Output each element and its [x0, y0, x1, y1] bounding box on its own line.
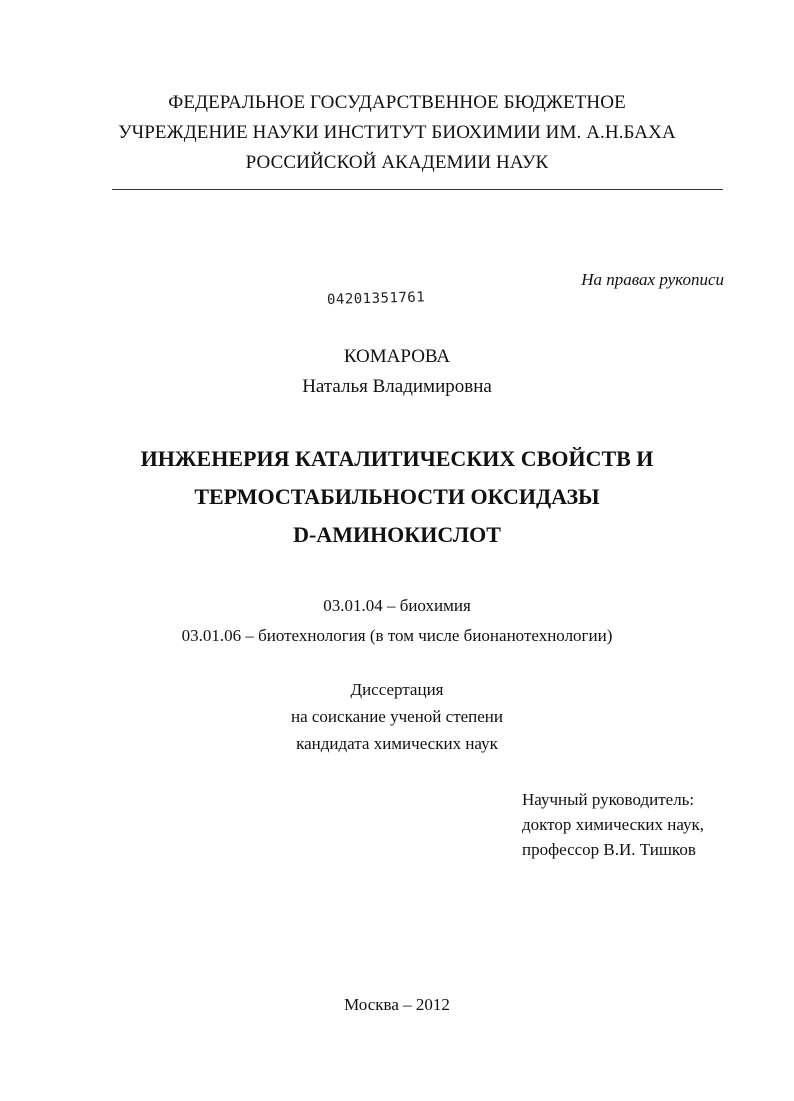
catalog-number-stamp: 04201351761	[326, 289, 426, 308]
specialty-line-2: 03.01.06 – биотехнология (в том числе бионанотехнологии)	[181, 626, 613, 645]
city-year: Москва – 2012	[344, 995, 450, 1014]
org-line-2: УЧРЕЖДЕНИЕ НАУКИ ИНСТИТУТ БИОХИМИИ ИМ. А.Н.БАХА	[118, 122, 676, 143]
org-line-3: РОССИЙСКОЙ АКАДЕМИИ НАУК	[245, 152, 549, 173]
specialty-line-1: 03.01.04 – биохимия	[323, 596, 471, 615]
author-given-names: Наталья Владимировна	[302, 376, 492, 397]
degree-line-2: на соискание ученой степени	[290, 707, 504, 726]
supervisor-line-1: Научный руководитель:	[522, 790, 695, 809]
dissertation-title	[0, 440, 794, 554]
title-line-1: ИНЖЕНЕРИЯ КАТАЛИТИЧЕСКИХ СВОЙСТВ И	[140, 446, 654, 471]
supervisor-line-2: доктор химических наук,	[522, 815, 705, 834]
specialties	[0, 591, 794, 651]
header-divider	[112, 189, 723, 190]
supervisor-line-3: профессор В.И. Тишков	[522, 840, 696, 859]
degree-statement	[0, 676, 794, 757]
organization-header	[0, 88, 794, 178]
supervisor-block	[522, 787, 704, 862]
org-line-1: ФЕДЕРАЛЬНОЕ ГОСУДАРСТВЕННОЕ БЮДЖЕТНОЕ	[168, 92, 626, 113]
title-line-3: D-АМИНОКИСЛОТ	[293, 522, 501, 547]
degree-line-1: Диссертация	[350, 680, 444, 699]
author-surname: КОМАРОВА	[343, 346, 451, 367]
degree-line-3: кандидата химических наук	[296, 734, 498, 753]
rights-note: На правах рукописи	[581, 270, 724, 289]
title-line-2: ТЕРМОСТАБИЛЬНОСТИ ОКСИДАЗЫ	[194, 484, 600, 509]
